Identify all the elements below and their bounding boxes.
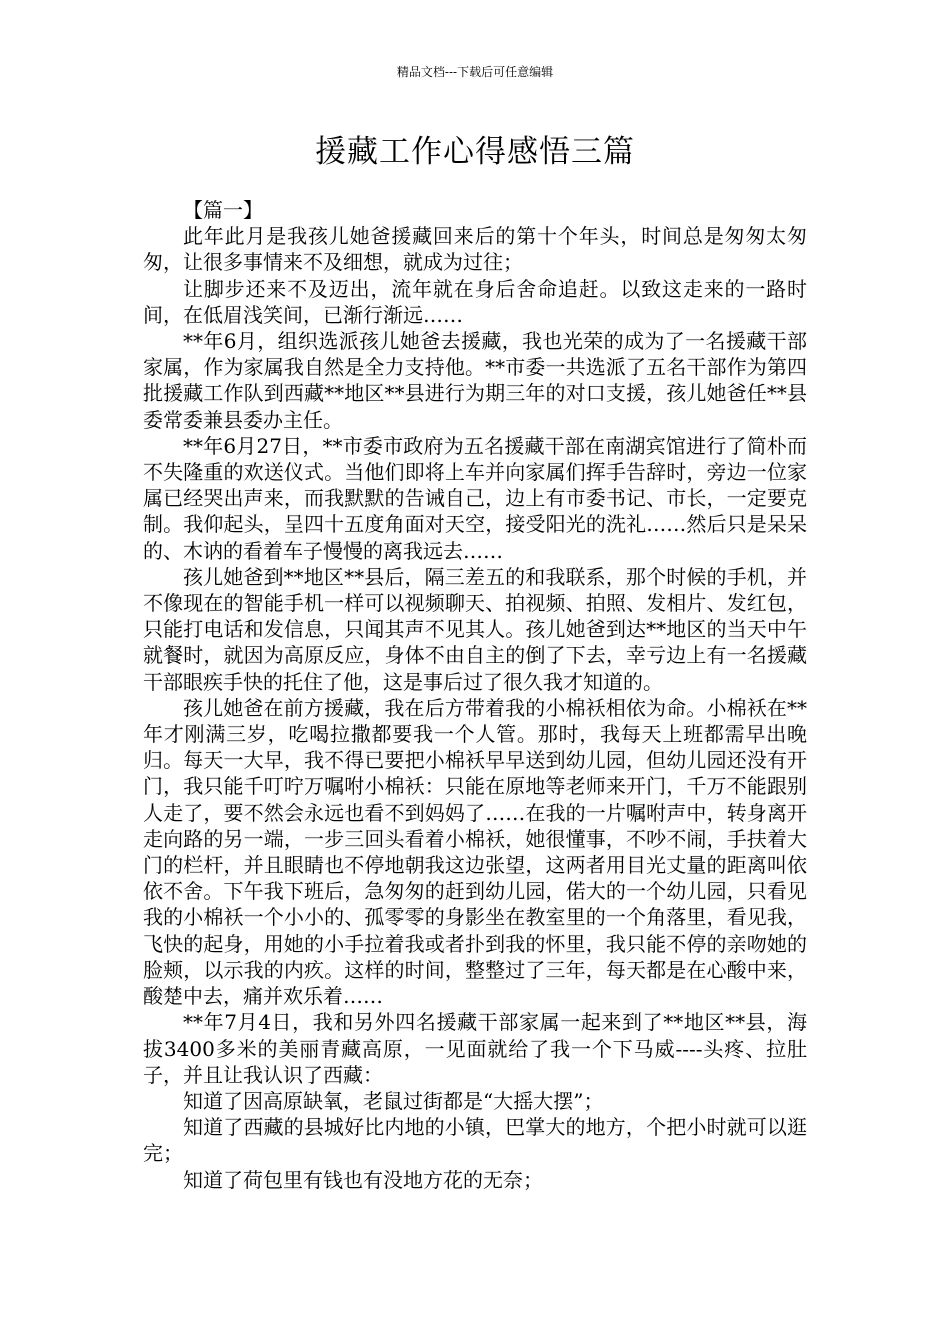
document-title: 援藏工作心得感悟三篇 (315, 134, 635, 170)
paragraph: 知道了荷包里有钱也有没地方花的无奈； (183, 1167, 543, 1192)
page-header: 精品文档---下载后可任意编辑 (396, 65, 554, 79)
paragraph: 孩儿她爸在前方援藏，我在后方带着我的小棉袄相依为命。小棉袄在**年才刚满三岁，吃喝拉撒都要我一个人管。那时，我每天上班都需早出晚归。每天一大早，我不得已要把小棉袄早早送到幼儿园，但幼儿园还没有开门，我只能千叮咛万嘱咐小棉袄：只能在原地等老师来开门，千万不能跟别人走了，要不然会永远也看不到妈妈了……在我的一片嘱咐声中，转身离开走向路的另一端，一步三回头看着小棉袄，她很懂事，不吵不闹，手扶着大门的栏杆，并且眼睛也不停地朝我这边张望，这两者用目光丈量的距离叫依依不舍。下午我下班后，急匆匆的赶到幼儿园，偌大的一个幼儿园，只看见我的小棉袄一个小小的、孤零零的身影坐在教室里的一个角落里，看见我，飞快的起身，用她的小手拉着我或者扑到我的怀里，我只能不停的亲吻她的脸颊，以示我的内疚。这样的时间，整整过了三年，每天都是在心酸中来，酸楚中去，痛并欢乐着…… (143, 695, 807, 1009)
paragraph: 知道了西藏的县城好比内地的小镇，巴掌大的地方，个把小时就可以逛完； (143, 1115, 807, 1166)
paragraph: 让脚步还来不及迈出，流年就在身后舍命追赶。以致这走来的一路时间，在低眉浅笑间，已渐行渐远…… (143, 276, 807, 327)
paragraph: **年6月，组织选派孩儿她爸去援藏，我也光荣的成为了一名援藏干部家属，作为家属我自然是全力支持他。**市委一共选派了五名干部作为第四批援藏工作队到西藏**地区**县进行为期三年的对口支援，孩儿她爸任**县委常委兼县委办主任。 (143, 329, 807, 432)
paragraph: **年6月27日，**市委市政府为五名援藏干部在南湖宾馆进行了简朴而不失隆重的欢送仪式。当他们即将上车并向家属们挥手告辞时，旁边一位家属已经哭出声来，而我默默的告诫自己，边上有市委书记、市长，一定要克制。我仰起头，呈四十五度角面对天空，接受阳光的洗礼……然后只是呆呆的、木讷的看着车子慢慢的离我远去…… (143, 433, 807, 563)
document-body (143, 197, 807, 1193)
paragraph: 知道了因高原缺氧，老鼠过街都是“大摇大摆”； (183, 1088, 604, 1113)
paragraph: **年7月4日，我和另外四名援藏干部家属一起来到了**地区**县，海拔3400多米的美丽青藏高原，一见面就给了我一个下马威----头疼、拉肚子，并且让我认识了西藏： (143, 1010, 807, 1087)
paragraph: 此年此月是我孩儿她爸援藏回来后的第十个年头，时间总是匆匆太匆匆，让很多事情来不及细想，就成为过往； (143, 224, 807, 275)
section-label: 【篇一】 (183, 198, 263, 222)
paragraph: 孩儿她爸到**地区**县后，隔三差五的和我联系，那个时候的手机，并不像现在的智能手机一样可以视频聊天、拍视频、拍照、发相片、发红包，只能打电话和发信息，只闻其声不见其人。孩儿她爸到达**地区的当天中午就餐时，就因为高原反应，身体不由自主的倒了下去，幸亏边上有一名援藏干部眼疾手快的托住了他，这是事后过了很久我才知道的。 (143, 564, 807, 694)
